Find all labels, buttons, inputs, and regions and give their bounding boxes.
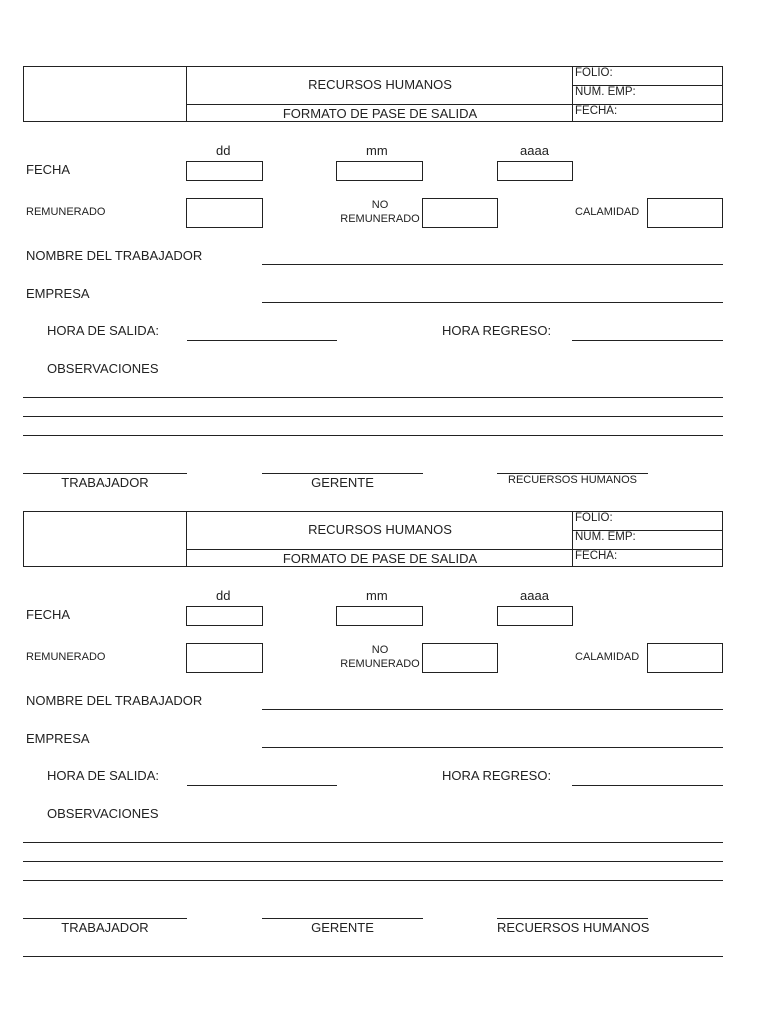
- paid-checkbox[interactable]: [186, 643, 263, 673]
- unpaid-label-line1: NO: [371, 644, 389, 656]
- calamity-label: CALAMIDAD: [575, 206, 640, 218]
- paid-label: REMUNERADO: [26, 651, 106, 663]
- observations-line-3[interactable]: [23, 435, 723, 436]
- employee-number-label: NUM. EMP:: [575, 86, 636, 98]
- unpaid-label-line2: REMUNERADO: [340, 658, 420, 670]
- header-date-label: FECHA:: [575, 105, 618, 117]
- day-field[interactable]: [186, 161, 263, 181]
- exit-time-field[interactable]: [187, 785, 337, 786]
- employee-number-label: NUM. EMP:: [575, 531, 636, 543]
- observations-line-1[interactable]: [23, 842, 723, 843]
- company-field[interactable]: [262, 302, 723, 303]
- form-name: FORMATO DE PASE DE SALIDA: [282, 106, 478, 121]
- hr-signature-label: RECUERSOS HUMANOS: [508, 474, 637, 486]
- year-label: aaaa: [520, 588, 549, 603]
- form-header: [23, 511, 723, 567]
- hr-signature-label: RECUERSOS HUMANOS: [497, 920, 650, 935]
- year-field[interactable]: [497, 606, 573, 626]
- return-time-field[interactable]: [572, 785, 723, 786]
- paid-checkbox[interactable]: [186, 198, 263, 228]
- day-field[interactable]: [186, 606, 263, 626]
- unpaid-checkbox[interactable]: [422, 198, 498, 228]
- day-label: dd: [216, 588, 231, 603]
- paid-label: REMUNERADO: [26, 206, 106, 218]
- form-name: FORMATO DE PASE DE SALIDA: [282, 551, 478, 566]
- observations-line-3[interactable]: [23, 880, 723, 881]
- observations-label: OBSERVACIONES: [47, 806, 159, 821]
- exit-pass-form-1: [0, 66, 768, 506]
- date-label: FECHA: [26, 607, 71, 622]
- manager-signature-label: GERENTE: [311, 475, 374, 490]
- month-label: mm: [366, 588, 388, 603]
- worker-signature-line[interactable]: [23, 473, 187, 474]
- unpaid-label-line1: NO: [371, 199, 389, 211]
- unpaid-checkbox[interactable]: [422, 643, 498, 673]
- worker-signature-label: TRABAJADOR: [61, 475, 149, 490]
- manager-signature-label: GERENTE: [311, 920, 374, 935]
- company-field[interactable]: [262, 747, 723, 748]
- exit-time-label: HORA DE SALIDA:: [47, 323, 159, 338]
- exit-time-label: HORA DE SALIDA:: [47, 768, 159, 783]
- header-date-label: FECHA:: [575, 550, 618, 562]
- form-header: [23, 66, 723, 122]
- observations-line-2[interactable]: [23, 416, 723, 417]
- folio-label: FOLIO:: [575, 67, 613, 79]
- observations-label: OBSERVACIONES: [47, 361, 159, 376]
- day-label: dd: [216, 143, 231, 158]
- month-field[interactable]: [336, 606, 423, 626]
- observations-line-1[interactable]: [23, 397, 723, 398]
- month-label: mm: [366, 143, 388, 158]
- return-time-label: HORA REGRESO:: [442, 323, 552, 338]
- worker-name-label: NOMBRE DEL TRABAJADOR: [26, 248, 203, 263]
- observations-line-2[interactable]: [23, 861, 723, 862]
- return-time-label: HORA REGRESO:: [442, 768, 552, 783]
- company-label: EMPRESA: [26, 286, 90, 301]
- exit-time-field[interactable]: [187, 340, 337, 341]
- folio-label: FOLIO:: [575, 512, 613, 524]
- worker-name-field[interactable]: [262, 264, 723, 265]
- manager-signature-line[interactable]: [262, 918, 423, 919]
- page-bottom-rule: [23, 956, 723, 957]
- date-label: FECHA: [26, 162, 71, 177]
- calamity-label: CALAMIDAD: [575, 651, 640, 663]
- department-title: RECURSOS HUMANOS: [308, 522, 452, 537]
- calamity-checkbox[interactable]: [647, 198, 723, 228]
- unpaid-label-line2: REMUNERADO: [340, 213, 420, 225]
- manager-signature-line[interactable]: [262, 473, 423, 474]
- worker-name-label: NOMBRE DEL TRABAJADOR: [26, 693, 203, 708]
- hr-signature-line[interactable]: [497, 918, 648, 919]
- year-field[interactable]: [497, 161, 573, 181]
- worker-name-field[interactable]: [262, 709, 723, 710]
- return-time-field[interactable]: [572, 340, 723, 341]
- calamity-checkbox[interactable]: [647, 643, 723, 673]
- exit-pass-form-2: [0, 511, 768, 951]
- department-title: RECURSOS HUMANOS: [308, 77, 452, 92]
- worker-signature-line[interactable]: [23, 918, 187, 919]
- worker-signature-label: TRABAJADOR: [61, 920, 149, 935]
- year-label: aaaa: [520, 143, 549, 158]
- company-label: EMPRESA: [26, 731, 90, 746]
- month-field[interactable]: [336, 161, 423, 181]
